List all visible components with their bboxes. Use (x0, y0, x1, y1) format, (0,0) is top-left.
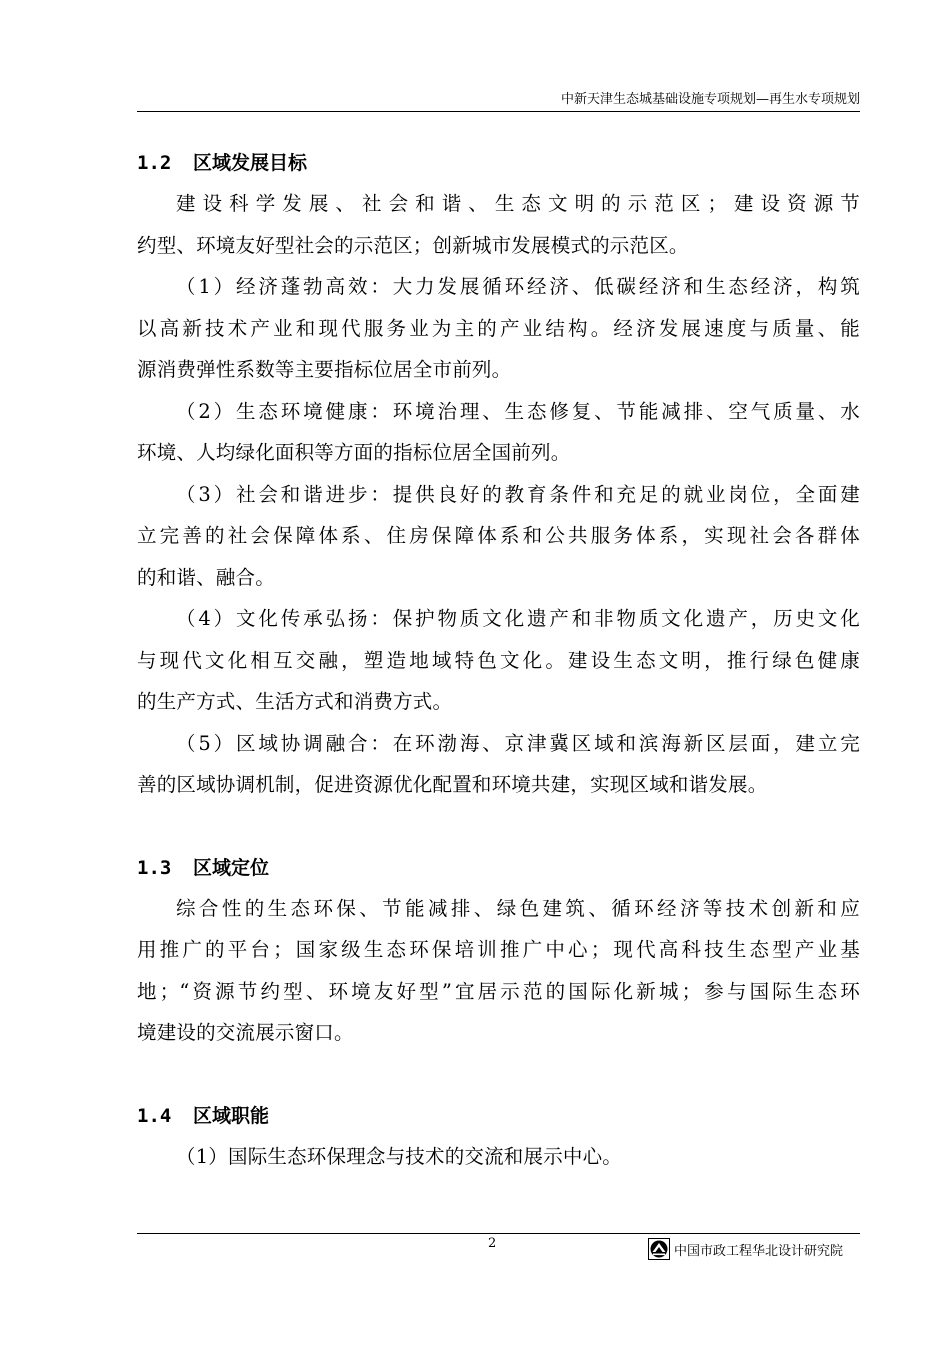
running-header: 中新天津生态城基础设施专项规划—再生水专项规划 (560, 92, 860, 107)
paragraph-line: 的和谐、融合。 (137, 565, 275, 589)
paragraph-line: 地；“资源节约型、环境友好型”宜居示范的国际化新城；参与国际生态环 (137, 979, 860, 1003)
header-rule (137, 111, 860, 112)
paragraph-line: （1）国际生态环保理念与技术的交流和展示中心。 (176, 1144, 623, 1168)
section-number: 1.4 (137, 1104, 172, 1127)
paragraph-line: 环境、人均绿化面积等方面的指标位居全国前列。 (137, 441, 571, 464)
section-heading (137, 143, 860, 183)
document-body (137, 143, 860, 1177)
paragraph-line: 与现代文化相互交融，塑造地域特色文化。建设生态文明，推行绿色健康 (137, 648, 860, 672)
paragraph (137, 266, 860, 391)
paragraph-line: （3）社会和谐进步：提供良好的教育条件和充足的就业岗位，全面建 (176, 482, 860, 506)
section-heading (137, 848, 860, 888)
institute-logo-icon (648, 1238, 670, 1260)
paragraph-line: 的生产方式、生活方式和消费方式。 (137, 690, 453, 713)
paragraph (137, 183, 860, 266)
paragraph (137, 474, 860, 599)
paragraph-line: （2）生态环境健康：环境治理、生态修复、节能减排、空气质量、水 (176, 399, 860, 423)
footer-institute (648, 1238, 843, 1260)
section-heading (137, 1096, 860, 1136)
section-number: 1.2 (137, 152, 172, 174)
paragraph (137, 888, 860, 1054)
paragraph-line: 境建设的交流展示窗口。 (137, 1021, 354, 1044)
paragraph (137, 391, 860, 474)
paragraph-line: 善的区域协调机制，促进资源优化配置和环境共建，实现区域和谐发展。 (137, 773, 768, 796)
paragraph-line: 建设科学发展、社会和谐、生态文明的示范区；建设资源节 (176, 192, 860, 215)
paragraph-line: （1）经济蓬勃高效：大力发展循环经济、低碳经济和生态经济，构筑 (176, 275, 860, 298)
paragraph-line: 立完善的社会保障体系、住房保障体系和公共服务体系，实现社会各群体 (137, 524, 860, 547)
paragraph (137, 723, 860, 806)
paragraph-line: 约型、环境友好型社会的示范区；创新城市发展模式的示范区。 (137, 233, 689, 257)
institute-name: 中国市政工程华北设计研究院 (674, 1243, 844, 1259)
section-spacer (137, 806, 860, 848)
page-number: 2 (488, 1236, 497, 1251)
section-number: 1.3 (137, 856, 172, 879)
section-title: 区域发展目标 (193, 152, 308, 174)
footer-rule (137, 1233, 860, 1234)
paragraph-line: （5）区域协调融合：在环渤海、京津冀区域和滨海新区层面，建立完 (176, 731, 860, 755)
section-spacer (137, 1054, 860, 1096)
paragraph-line: 源消费弹性系数等主要指标位居全市前列。 (137, 358, 512, 381)
paragraph (137, 1136, 860, 1178)
section-title: 区域职能 (193, 1104, 270, 1127)
section-title: 区域定位 (193, 856, 270, 879)
paragraph-line: 综合性的生态环保、节能减排、绿色建筑、循环经济等技术创新和应 (176, 896, 860, 920)
paragraph-line: 用推广的平台；国家级生态环保培训推广中心；现代高科技生态型产业基 (137, 938, 860, 961)
paragraph-line: 以高新技术产业和现代服务业为主的产业结构。经济发展速度与质量、能 (137, 316, 860, 340)
paragraph (137, 598, 860, 723)
paragraph-line: （4）文化传承弘扬：保护物质文化遗产和非物质文化遗产，历史文化 (176, 607, 860, 630)
